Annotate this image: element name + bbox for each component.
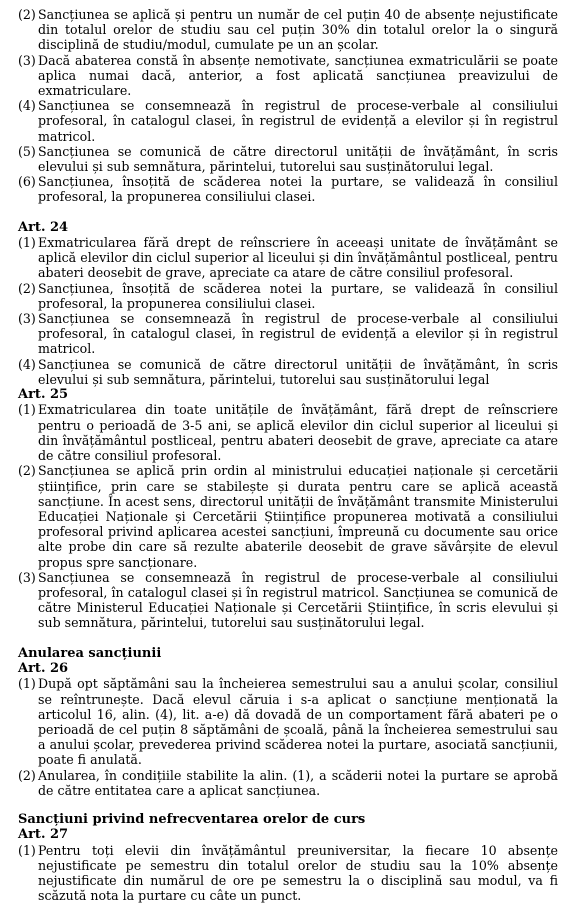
- paragraph: [18, 843, 558, 904]
- paragraph: [18, 570, 558, 631]
- paragraph-number: (3): [18, 52, 36, 68]
- document-page: [18, 7, 558, 904]
- paragraph-number: (4): [18, 98, 36, 114]
- paragraph: [18, 402, 558, 463]
- spacer: [18, 631, 558, 646]
- section-heading: Sancțiuni privind nefrecventarea orelor de curs: [18, 811, 366, 827]
- paragraph: [18, 281, 558, 311]
- paragraph: [18, 98, 558, 144]
- paragraph-number: (1): [18, 842, 36, 858]
- paragraph-number: (5): [18, 143, 36, 159]
- paragraph-number: (4): [18, 356, 36, 372]
- paragraph-text: Pentru toți elevii din învățământul preuniversitar, la fiecare 10 absențe nejustificate pe semestru din totalul orelor de studiu sau la 10% absențe nejustificate din numărul de ore pe semestru la o disciplină sau modul, va fi scăzută nota la purtare cu câte un punct.: [38, 842, 558, 904]
- paragraph-text: Anularea, în condițiile stabilite la alin. (1), a scăderii notei la purtare se aprobă de către entitatea care a aplicat sancțiunea.: [38, 767, 558, 798]
- section-heading: Anularea sancțiunii: [18, 645, 162, 661]
- paragraph: [18, 676, 558, 767]
- paragraph: [18, 53, 558, 99]
- spacer: [18, 205, 558, 220]
- paragraph: [18, 144, 558, 174]
- article-heading: Art. 24: [18, 219, 69, 235]
- article-heading: Art. 26: [18, 660, 69, 676]
- paragraph-text: Sancțiunea se consemnează în registrul de procese-verbale al consiliului profesoral, în catalogul clasei și în registrul matricol. Sancțiunea se comunică de către Ministerul Educației Naționale și Cercetării Științifice, în scris elevului și sub semnătura, părintelui, tutorelui sau susținătorului legal.: [38, 569, 558, 631]
- paragraph-text: Sancțiunea se comunică de către directorul unității de învățământ, în scris elevului și sub semnătura, părintelui, tutorelui sau susținătorului legal.: [38, 143, 558, 175]
- paragraph-text: Sancțiunea se consemnează în registrul de procese-verbale al consiliului profesoral, în catalogul clasei, în registrul de evidență a elevilor și în registrul matricol.: [38, 98, 558, 144]
- paragraph: [18, 235, 558, 281]
- article-heading: Art. 25: [18, 387, 69, 403]
- paragraph-text: Sancțiunea se aplică prin ordin al ministrului educației naționale și cercetării științifice, prin care se stabilește și durata pentru care se aplică această sancțiune. În acest sens, directorul unității de învățământ transmite Ministerului Educației Naționale și Cercetării Științifice propunerea motivată a consiliului profesoral privind aplicarea acestei sancțiuni, împreună cu documente sau orice alte probe din care să rezulte abaterile deosebit de grave săvârșite de elevul propus spre sancționare.: [38, 463, 558, 570]
- paragraph-text: Sancțiunea se consemnează în registrul de procese-verbale al consiliului profesoral, în catalogul clasei, în registrul de evidență a elevilor și în registrul matricol.: [38, 311, 558, 357]
- paragraph-text: Sancțiunea, însoțită de scăderea notei la purtare, se validează în consiliul profesoral, la propunerea consiliului clasei.: [38, 280, 558, 311]
- paragraph-text: Sancțiunea, însoțită de scăderea notei la purtare, se validează în consiliul profesoral, la propunerea consiliului clasei.: [38, 174, 558, 205]
- paragraph: [18, 311, 558, 357]
- paragraph: [18, 174, 558, 204]
- paragraph: [18, 357, 558, 387]
- paragraph-number: (2): [18, 767, 36, 783]
- paragraph-text: Sancțiunea se comunică de către directorul unității de învățământ, în scris elevului și sub semnătura, părintelui, tutorelui sau susținătorului legal: [38, 356, 558, 387]
- paragraph-text: Exmatricularea din toate unitățile de învățământ, fără drept de reînscriere pentru o perioadă de 3-5 ani, se aplică elevilor din ciclul superior al liceului și din învățământul postliceal, pentru abateri deosebit de grave, apreciate ca atare de către consiliul profesoral.: [38, 402, 558, 464]
- paragraph-number: (2): [18, 7, 36, 22]
- spacer: [18, 798, 558, 812]
- paragraph-number: (3): [18, 311, 36, 327]
- paragraph-number: (1): [18, 235, 36, 251]
- paragraph-number: (1): [18, 402, 36, 418]
- paragraph: [18, 7, 558, 53]
- article-heading: Art. 27: [18, 827, 69, 843]
- paragraph-number: (2): [18, 280, 36, 296]
- paragraph-text: După opt săptămâni sau la încheierea semestrului sau a anului școlar, consiliul se reîntrunește. Dacă elevul căruia i s-a aplicat o sancțiune menționată la articolul 16, alin. (4), lit. a-e) dă dovadă de un comportament fără abateri pe o perioadă de cel puțin 8 săptămâni de școală, până la încheierea semestrului sau a anului școlar, prevederea privind scăderea notei la purtare, asociată sancțiunii, poate fi anulată.: [38, 676, 558, 768]
- paragraph-text: Dacă abaterea constă în absențe nemotivate, sancțiunea exmatriculării se poate aplica numai dacă, anterior, a fost aplicată sancțiunea preavizului de exmatriculare.: [38, 52, 558, 99]
- paragraph-number: (1): [18, 676, 36, 692]
- paragraph-text: Exmatricularea fără drept de reînscriere în aceeași unitate de învățământ se aplică elevilor din ciclul superior al liceului și din învățământul postliceal, pentru abateri deosebit de grave, apreciate ca atare de către consiliul profesoral.: [38, 235, 558, 281]
- paragraph: [18, 768, 558, 798]
- paragraph-number: (6): [18, 174, 36, 190]
- paragraph-number: (2): [18, 463, 36, 479]
- paragraph-number: (3): [18, 569, 36, 585]
- paragraph-text: Sancțiunea se aplică și pentru un număr de cel puțin 40 de absențe nejustificate din totalul orelor de studiu sau cel puțin 30% din totalul orelor la o singură disciplină de studiu/modul, cumulate pe un an școlar.: [38, 7, 558, 53]
- paragraph: [18, 463, 558, 569]
